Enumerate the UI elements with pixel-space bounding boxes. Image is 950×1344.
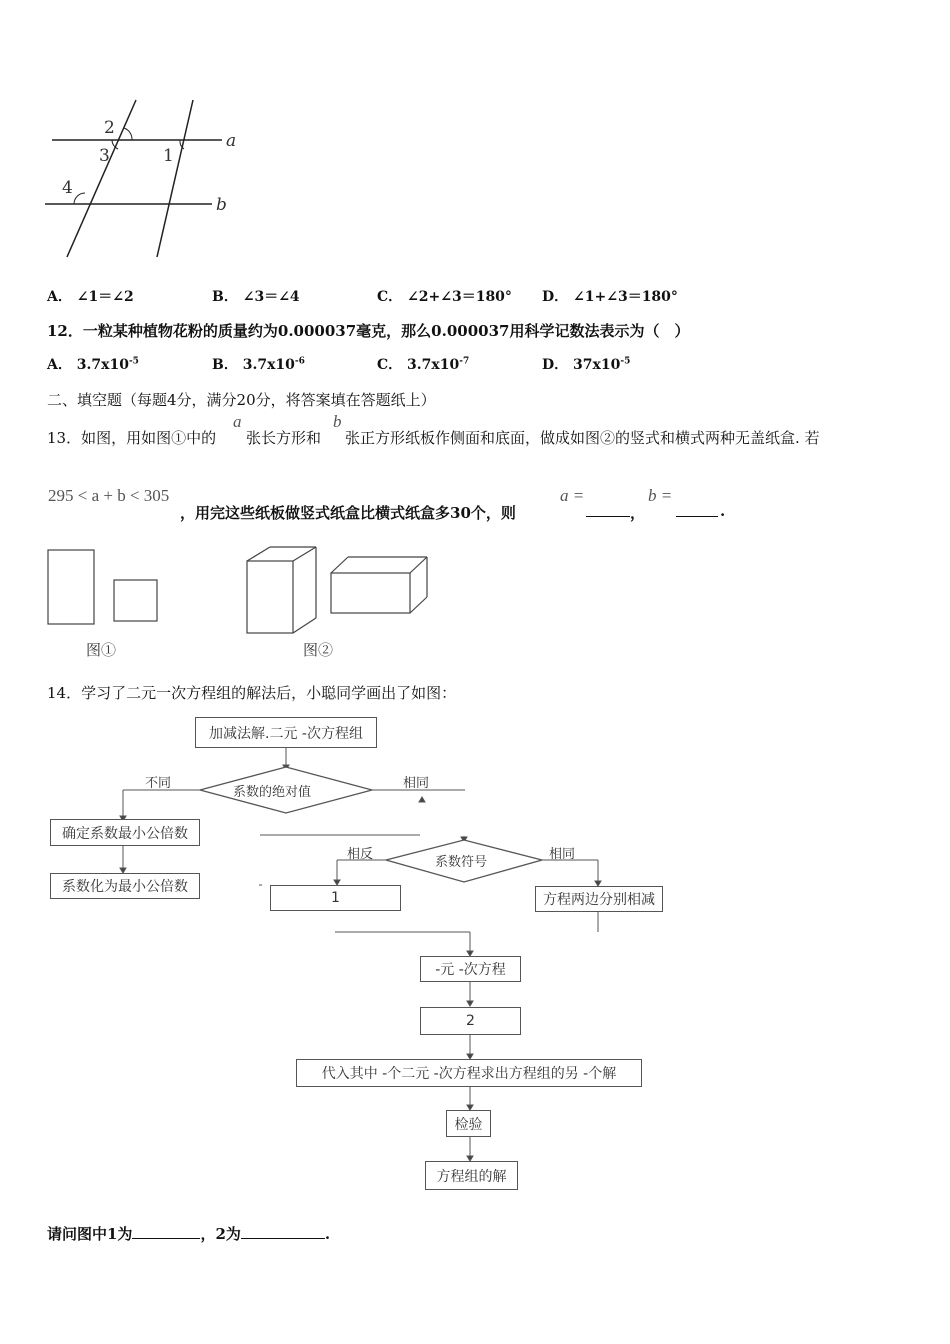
flow-box-check: 检验 [446,1110,491,1137]
flow-box-solution: 方程组的解 [425,1161,518,1190]
option-base: 3.7x10 [242,357,295,373]
option-exp: -5 [128,356,139,367]
option-exp: -5 [620,356,631,367]
flow-box-one-var: -元 -次方程 [420,956,521,982]
transversal-right [157,100,193,257]
angle-arc-2 [124,128,132,140]
line-label-a: a [226,131,237,151]
flow-box-blank-1: 1 [270,885,401,911]
rectangle-board [48,550,94,624]
flow-diamond-sign: 系数符号 [435,855,488,870]
figure-1-label: 图① [86,641,117,659]
q13-var-b: b [333,412,342,431]
option-key: D． [542,357,569,373]
option-exp: -7 [459,356,470,367]
q11-option-a[interactable] [47,286,134,306]
q14-stem: 14．学习了二元一次方程组的解法后，小聪同学画出了如图： [47,684,457,702]
flow-box-to-lcm: 系数化为最小公倍数 [50,873,200,899]
q12-option-c[interactable] [377,354,469,374]
option-key: A． [47,289,72,305]
angle-label-2: 2 [104,118,115,138]
paper-box-figures [40,540,460,670]
q13-answer-a-label: a = [560,486,585,505]
q14-question-part3: . [324,1225,331,1243]
option-text: ∠3＝∠4 [242,289,300,305]
flow-label-same-2: 相同 [549,847,576,862]
q11-option-d[interactable] [542,286,678,306]
q14-question [47,1223,330,1244]
q13-answer-a-blank[interactable] [586,502,630,517]
q13-text-4: ，用完这些纸板做竖式纸盒比横式纸盒多30个，则 [180,504,516,522]
q14-question-part2: ，2为 [200,1225,241,1243]
flow-box-subtract: 方程两边分别相减 [535,886,663,912]
option-key: D． [542,289,569,305]
option-base: 37x10 [573,357,621,373]
q14-blank-2[interactable] [241,1224,325,1239]
q14-blank-1[interactable] [132,1224,200,1239]
transversal-left [67,100,136,257]
option-text: ∠1+∠3＝180° [573,289,678,305]
q13-answer-b-blank[interactable] [676,502,718,517]
q13-answer-b-label: b = [648,486,673,505]
q11-option-b[interactable] [212,286,300,306]
q13-text-3: 张正方形纸板作侧面和底面，做成如图②的竖式和横式两种无盖纸盒. 若 [345,429,820,447]
flow-diamond-abs-coeff: 系数的绝对值 [233,785,312,800]
q13-var-a: a [233,412,242,431]
flow-box-lcm: 确定系数最小公倍数 [50,819,200,846]
q12-option-b[interactable] [212,354,305,374]
vertical-box [247,547,316,633]
angle-label-4: 4 [62,178,73,198]
q13-text-2: 张长方形和 [246,429,322,447]
option-exp: -6 [294,356,305,367]
q14-question-part1: 请问图中1为 [47,1225,133,1243]
option-base: 3.7x10 [76,357,129,373]
line-label-b: b [216,195,227,215]
option-text: ∠2+∠3＝180° [407,289,512,305]
q13-end: . [720,502,726,520]
angle-label-3: 3 [99,146,110,166]
option-key: C． [377,289,403,305]
section-heading: 二、填空题（每题4分，满分20分，将答案填在答题纸上） [47,391,436,409]
q13-inequality: 295 < a + b < 305 [48,486,170,505]
option-key: B． [212,289,238,305]
flowchart-connectors [40,710,680,1200]
angle-arc-4 [74,193,85,204]
flow-box-substitute: 代入其中 -个二元 -次方程求出方程组的另 -个解 [296,1059,642,1087]
flow-label-different: 不同 [145,776,172,791]
option-key: A． [47,357,72,373]
parallel-lines-figure [40,95,250,265]
option-base: 3.7x10 [407,357,460,373]
option-key: B． [212,357,238,373]
square-board [114,580,157,621]
angle-label-1: 1 [163,146,174,166]
q12-option-d[interactable] [542,354,630,374]
horizontal-box [331,557,427,613]
q12-stem: 12．一粒某种植物花粉的质量约为0.000037毫克，那么0.000037用科学记数法表示为（ ） [47,322,690,340]
flow-start-box: 加减法解.二元 -次方程组 [195,717,377,748]
option-text: ∠1＝∠2 [76,289,134,305]
flow-box-blank-2: 2 [420,1007,521,1035]
figure-2-label: 图② [303,641,334,659]
q13-text-1: 13．如图，用如图①中的 [47,429,217,447]
flow-label-opposite: 相反 [347,847,374,862]
q12-option-a[interactable] [47,354,139,374]
option-key: C． [377,357,403,373]
q11-option-c[interactable] [377,286,512,306]
q13-comma: ， [630,504,646,522]
flow-label-same-1: 相同 [403,776,430,791]
